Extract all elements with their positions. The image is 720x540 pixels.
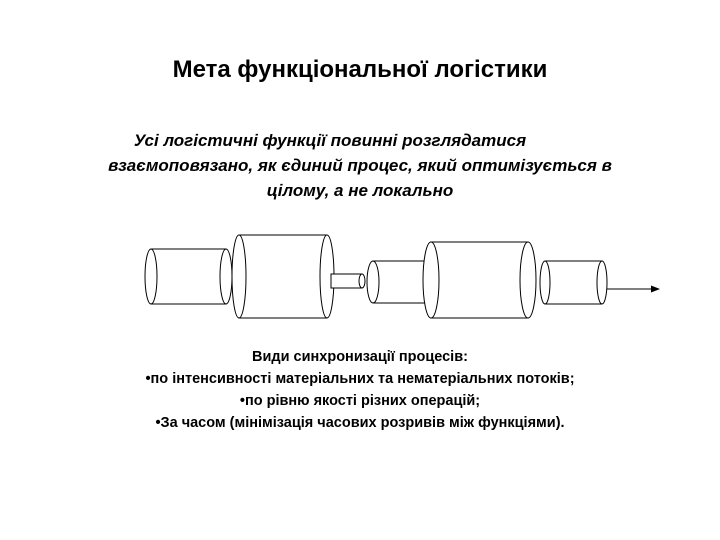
page-title: Мета функціональної логістики [172,56,548,83]
cylinder-1 [145,249,232,304]
sync-item-2: •по рівню якості різних операцій; [239,393,481,409]
subtitle-line-2: взаємоповязано, як єдиний процес, який оптимізується в [108,156,612,175]
sync-heading: Види синхронизації процесів: [252,349,468,365]
subtitle [40,128,680,203]
cylinder-2 [232,235,334,318]
connector-shaft [331,274,365,288]
sync-item-3: •За часом (мінімізація часових розривів між функціями). [155,415,565,431]
process-cylinders-diagram [130,225,670,335]
subtitle-line-1: Усі логістичні функції повинні розглядатися [133,131,527,150]
cylinder-3 [367,261,431,303]
subtitle-line-3: цілому, а не локально [266,181,454,200]
sync-types-block [0,346,720,434]
cylinder-4 [423,242,536,318]
output-arrow [607,286,660,293]
sync-item-1: •по інтенсивності матеріальних та нематеріальних потоків; [145,371,575,387]
cylinder-5 [540,261,607,304]
